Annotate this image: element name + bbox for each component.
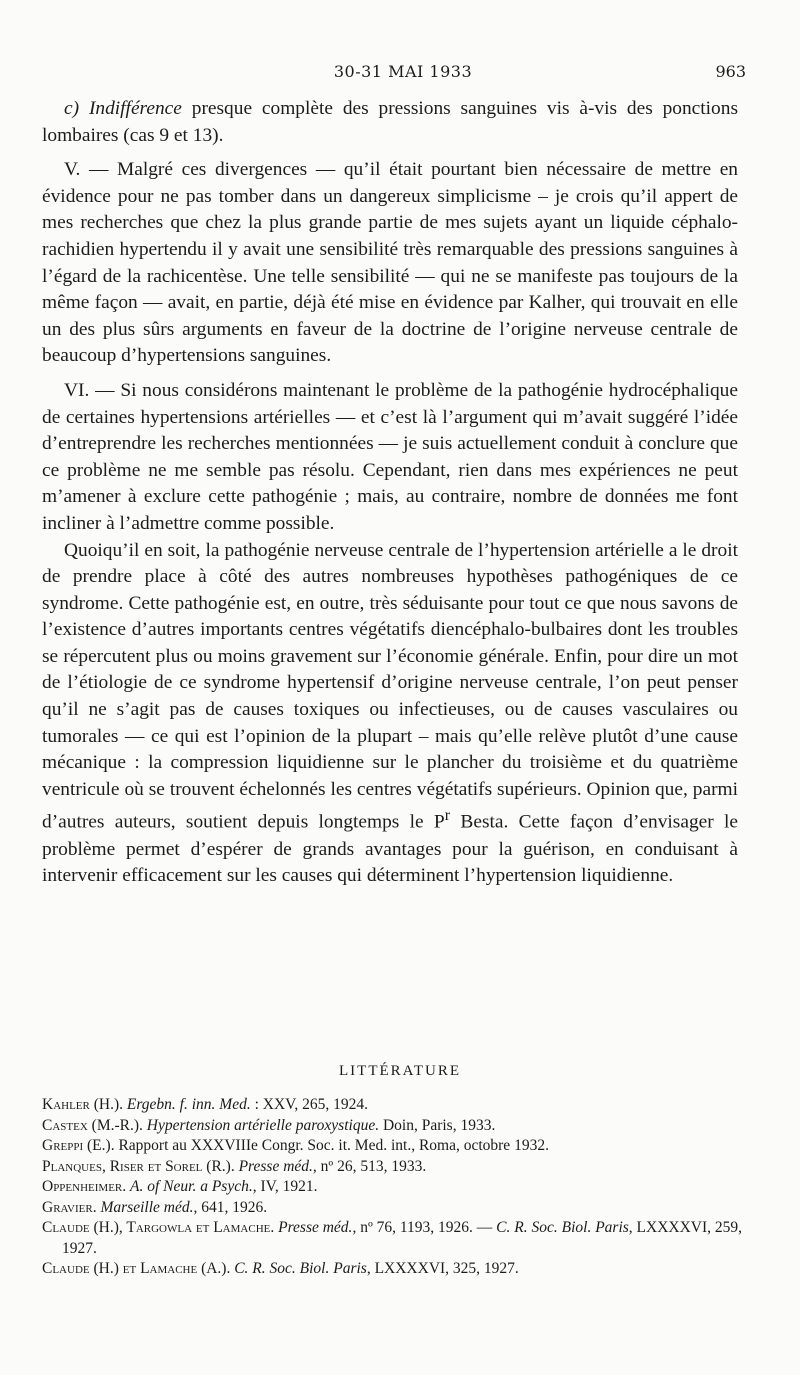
reference-item: Gravier. Marseille méd., 641, 1926. [42,1198,268,1216]
reference-item: Castex (M.-R.). Hypertension artérielle paroxystique. Doin, Paris, 1933. [42,1116,496,1134]
running-header [60,62,746,86]
professor-abbrev: r [444,807,451,825]
item-emphasis: Indifférence [88,98,182,119]
item-text: presque complète des pressions sanguines vis à-vis des ponctions lombaires (cas 9 et 13). [42,98,738,146]
page-number: 963 [715,62,746,81]
section-title: LITTÉRATURE [339,1063,461,1079]
paragraph-vi: VI. — Si nous considérons maintenant le problème de la pathogénie hydrocéphalique de certaines hypertensions artérielles — et c’est là l’argument qui m’avait suggéré l’idée d’entreprendre les recherches mentionnées — je suis actuellement conduit à conclure que ce problème ne me semble pas résolu. Cependant, rien dans mes expériences ne peut m’amener à exclure cette pathogénie ; mais, au contraire, nombre de données me font incliner à l’admettre comme possible. [42,379,738,534]
item-label: c) [64,98,80,119]
reference-list [42,1095,742,1280]
reference-item: Greppi (E.). Rapport au XXXVIIIe Congr. Soc. it. Med. int., Roma, octobre 1932. [42,1137,549,1154]
body-text [42,96,738,890]
reference-item: Claude (H.) et Lamache (A.). C. R. Soc. Biol. Paris, LXXXXVI, 325, 1927. [42,1260,519,1277]
reference-item: Kahler (H.). Ergebn. f. inn. Med. : XXV, 265, 1924. [42,1096,368,1113]
reference-item: Claude (H.), Targowla et Lamache. Presse méd., nº 76, 1193, 1926. — C. R. Soc. Biol. Paris, LXXXXVI, 259, 1927. [42,1219,743,1257]
reference-item: Oppenheimer. A. of Neur. a Psych., IV, 1921. [42,1178,318,1195]
paragraph-vi-continued: Quoiqu’il en soit, la pathogénie nerveuse centrale de l’hypertension artérielle a le droit de prendre place à côté des autres nombreuses hypothèses pathogéniques de ce syndrome. Cette pathogénie est, en outre, très séduisante pour tout ce que nous savons de l’existence d’autres importants centres végétatifs diencéphalo-bulbaires dont les troubles se répercutent plus ou moins gravement sur l’économie générale. Enfin, pour dire un mot de l’étiologie de ce syndrome hypertensif d’origine nerveuse centrale, l’on peut penser qu’il ne s’agit pas de causes toxiques ou infectieuses, ou de causes vasculaires ou tumorales — ce qui est l’opinion de la plupart – mais qu’elle relève plutôt d’une cause mécanique : la compression liquidienne sur le plancher du troisième et du quatrième ventricule où se trouvent échelonnés les centres végétatifs supérieurs. Opinion que, parmi d’autres auteurs, soutient depuis longtemps le $P^r$ Besta. Cette façon d’envisager le problème permet d’espérer de grands avantages pour la guérison, en conduisant à intervenir efficacement sur les causes qui déterminent l’hypertension liquidienne. [42,539,739,887]
reference-item: Planques, Riser et Sorel (R.). Presse méd., nº 26, 513, 1933. [42,1157,427,1175]
header-date: 30-31 MAI 1933 [333,62,473,81]
paragraph-v: V. — Malgré ces divergences — qu’il était pourtant bien nécessaire de mettre en évidence pour ne pas tomber dans un dangereux simplicisme – je crois qu’il appert de mes recherches que chez la plus grande partie de mes sujets ayant un liquide céphalo-rachidien hypertendu il y avait une sensibilité très remarquable des pressions sanguines à l’égard de la rachicentèse. Une telle sensibilité — qui ne se manifeste pas toujours de la même façon — avait, en partie, déjà été mise en évidence par Kalher, qui trouvait en elle un des plus sûrs arguments en faveur de la doctrine de l’origine nerveuse centrale de beaucoup d’hypertensions sanguines. [42,159,738,367]
paragraph-c [42,96,738,149]
